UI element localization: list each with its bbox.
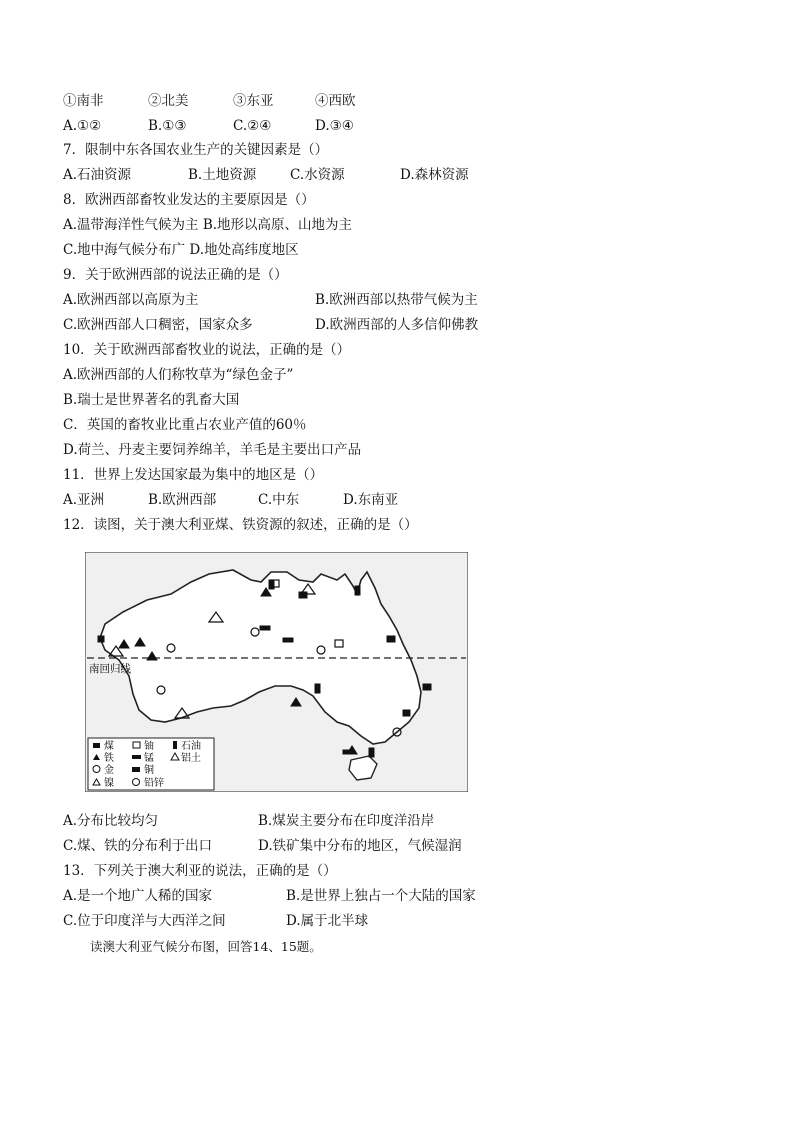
q13-option-c[interactable]: C.位于印度洋与大西洋之间 [63, 913, 226, 929]
oil-symbol [369, 748, 374, 757]
q13-option-a[interactable]: A.是一个地广人稀的国家 [63, 888, 213, 904]
legend-manganese: 锰 [144, 753, 154, 764]
q8-stem: 8．欧洲西部畜牧业发达的主要原因是（） [63, 192, 315, 208]
q8-options-line2[interactable]: C.地中海气候分布广 D.地处高纬度地区 [63, 242, 299, 258]
q12-option-c[interactable]: C.煤、铁的分布利于出口 [63, 838, 213, 854]
oil-symbol [315, 684, 320, 693]
legend-gold: 金 [104, 765, 114, 776]
q6-option-b[interactable]: B.①③ [148, 118, 187, 134]
q13-option-b[interactable]: B.是世界上独占一个大陆的国家 [286, 888, 476, 904]
legend-uranium: 铀 [144, 741, 154, 752]
q7-stem: 7．限制中东各国农业生产的关键因素是（） [63, 142, 329, 158]
q6-option-a[interactable]: A.①② [63, 118, 102, 134]
coal-symbol [98, 636, 104, 642]
q12-stem: 12．读图，关于澳大利亚煤、铁资源的叙述，正确的是（） [63, 517, 418, 533]
legend-oil: 石油 [181, 741, 201, 752]
q11-stem: 11．世界上发达国家最为集中的地区是（） [63, 467, 324, 483]
manganese-symbol [283, 638, 293, 642]
q14-15-instruction: 读澳大利亚气候分布图，回答14、15题。 [90, 939, 322, 954]
q10-option-b[interactable]: B.瑞士是世界著名的乳畜大国 [63, 392, 240, 408]
q7-option-a[interactable]: A.石油资源 [63, 167, 132, 183]
q9-option-a[interactable]: A.欧洲西部以高原为主 [63, 292, 199, 308]
q11-option-c[interactable]: C.中东 [258, 492, 300, 508]
tropic-of-capricorn-label: 南回归线 [89, 663, 131, 675]
q10-option-c[interactable]: C．英国的畜牧业比重占农业产值的60％ [63, 417, 307, 433]
legend-coal: 煤 [104, 741, 114, 752]
q8-options-line1[interactable]: A.温带海洋性气候为主 B.地形以高原、山地为主 [63, 217, 353, 233]
q6-item-3: ③东亚 [233, 93, 274, 109]
q9-option-c[interactable]: C.欧洲西部人口稠密，国家众多 [63, 317, 253, 333]
q6-option-c[interactable]: C.②④ [233, 118, 272, 134]
q10-option-a[interactable]: A.欧洲西部的人们称牧草为“绿色金子” [63, 367, 294, 383]
coal-symbol [403, 710, 410, 716]
australia-resource-map [85, 552, 468, 792]
q6-item-4: ④西欧 [315, 93, 356, 109]
legend-iron: 铁 [104, 753, 114, 764]
q9-option-d[interactable]: D.欧洲西部的人多信仰佛教 [315, 317, 479, 333]
q7-option-c[interactable]: C.水资源 [290, 167, 345, 183]
q11-option-d[interactable]: D.东南亚 [343, 492, 399, 508]
legend-lead-zinc: 铅锌 [144, 778, 164, 789]
q6-option-d[interactable]: D.③④ [315, 118, 354, 134]
q11-option-b[interactable]: B.欧洲西部 [148, 492, 217, 508]
q12-option-a[interactable]: A.分布比较均匀 [63, 813, 159, 829]
q12-option-d[interactable]: D.铁矿集中分布的地区，气候湿润 [258, 838, 462, 854]
q9-stem: 9．关于欧洲西部的说法正确的是（） [63, 267, 288, 283]
q10-option-d[interactable]: D.荷兰、丹麦主要饲养绵羊，羊毛是主要出口产品 [63, 442, 362, 458]
q12-option-b[interactable]: B.煤炭主要分布在印度洋沿岸 [258, 813, 435, 829]
q10-stem: 10．关于欧洲西部畜牧业的说法，正确的是（） [63, 342, 351, 358]
coal-symbol [299, 592, 307, 598]
legend-copper: 铜 [144, 765, 154, 776]
q11-option-a[interactable]: A.亚洲 [63, 492, 105, 508]
legend-nickel: 镍 [104, 778, 114, 789]
map-legend [88, 738, 214, 790]
q13-stem: 13．下列关于澳大利亚的说法，正确的是（） [63, 863, 337, 879]
coal-symbol [387, 636, 395, 642]
manganese-symbol [260, 626, 270, 630]
q7-option-d[interactable]: D.森林资源 [400, 167, 469, 183]
q9-option-b[interactable]: B.欧洲西部以热带气候为主 [315, 292, 478, 308]
q6-item-2: ②北美 [148, 93, 189, 109]
coal-symbol [423, 684, 431, 690]
q13-option-d[interactable]: D.属于北半球 [286, 913, 369, 929]
q7-option-b[interactable]: B.土地资源 [188, 167, 257, 183]
q6-item-1: ①南非 [63, 93, 104, 109]
legend-bauxite: 铝土 [181, 753, 201, 764]
oil-symbol [355, 586, 360, 595]
